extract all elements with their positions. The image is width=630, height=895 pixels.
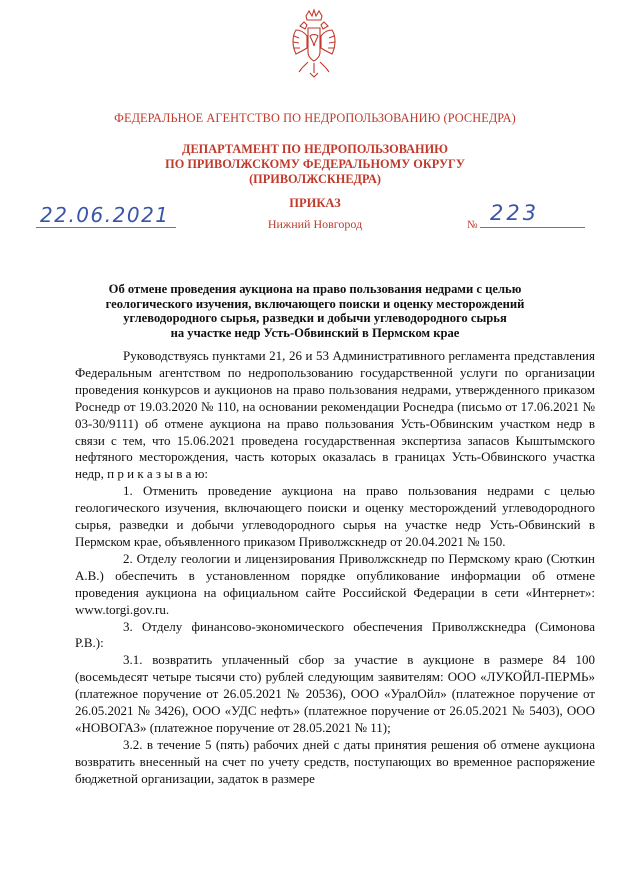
russian-coat-of-arms-icon <box>288 6 340 86</box>
item-1-paragraph: 1. Отменить проведение аукциона на право пользования недрами с целью геологического изучения, включающего поиски и оценку месторождений углеводородного сырья, разведки и добычи углеводородного сырья на участке недр Усть-Обвинский в Пермском крае, объявленного приказом Приволжскнедр от 20.04.2021 № 150. <box>75 483 595 549</box>
order-title <box>70 282 560 340</box>
title-line: на участке недр Усть-Обвинский в Пермском крае <box>170 325 460 340</box>
title-line: Об отмене проведения аукциона на право пользования недрами с целью <box>108 282 522 296</box>
item-3-paragraph: 3. Отделу финансово-экономического обеспечения Приволжскнедра (Симонова Р.В.): <box>75 618 595 651</box>
department-name <box>0 142 630 187</box>
item-3-1-paragraph: 3.1. возвратить уплаченный сбор за участие в аукционе в размере 84 100 (восемьдесят четыре тысячи сто) рублей следующим заявителям: ООО «ЛУКОЙЛ-ПЕРМЬ» (платежное поручение от 26.05.2021 № 20536), ООО «УралОйл» (платежное поручение от 26.05.2021 № 3426), ООО «УДС нефть» (платежное поручение от 26.05.2021 № 5403), ООО «НОВОГАЗ» (платежное поручение от 28.05.2021 № 11); <box>75 652 595 735</box>
number-underline <box>480 227 585 228</box>
item-2-paragraph: 2. Отделу геологии и лицензирования Приволжскнедр по Пермскому краю (Сюткин А.В.) обеспечить в установленном порядке опубликование информации об отмене проведения аукциона на официальном сайте Российской Федерации в сети «Интернет»: www.torgi.gov.ru. <box>75 550 595 617</box>
department-line: ДЕПАРТАМЕНТ ПО НЕДРОПОЛЬЗОВАНИЮ <box>181 142 448 156</box>
department-line: ПО ПРИВОЛЖСКОМУ ФЕДЕРАЛЬНОМУ ОКРУГУ <box>165 157 465 171</box>
preamble-paragraph: Руководствуясь пунктами 21, 26 и 53 Административного регламента представления Федеральным агентством по недропользованию государственной услуги по организации проведения конкурсов и аукционов на право пользования недрами, утвержденного приказом Роснедр от 19.03.2020 № 110, на основании рекомендации Роснедра (письмо от 17.06.2021 № 03-30/9111) об отмене аукциона на право пользования Усть-Обвинским участком недр в связи с тем, что 15.06.2021 проведена государственная экспертиза запасов Кыштымского нефтяного месторождения, часть которых оказалась в границах Усть-Обвинского участка недр, п р и к а з ы в а ю: <box>75 348 595 482</box>
item-3-2-paragraph: 3.2. в течение 5 (пять) рабочих дней с даты принятия решения об отмене аукциона возвратить внесенный на счет по учету средств, поступающих во временное распоряжение бюджетной организации, задаток в размере <box>75 736 595 786</box>
number-label: № <box>467 219 478 231</box>
order-date: 22.06.2021 <box>40 203 170 227</box>
agency-name: ФЕДЕРАЛЬНОЕ АГЕНТСТВО ПО НЕДРОПОЛЬЗОВАНИЮ (РОСНЕДРА) <box>114 111 516 125</box>
department-line: (ПРИВОЛЖСКНЕДРА) <box>249 172 381 186</box>
document-type: ПРИКАЗ <box>289 196 341 210</box>
city-name: Нижний Новгород <box>267 217 363 231</box>
title-line: геологического изучения, включающего поиски и оценку месторождений <box>105 296 525 311</box>
order-body <box>75 348 595 788</box>
order-number: 223 <box>490 201 540 225</box>
title-line: углеводородного сырья, разведки и добычи углеводородного сырья <box>123 311 507 325</box>
